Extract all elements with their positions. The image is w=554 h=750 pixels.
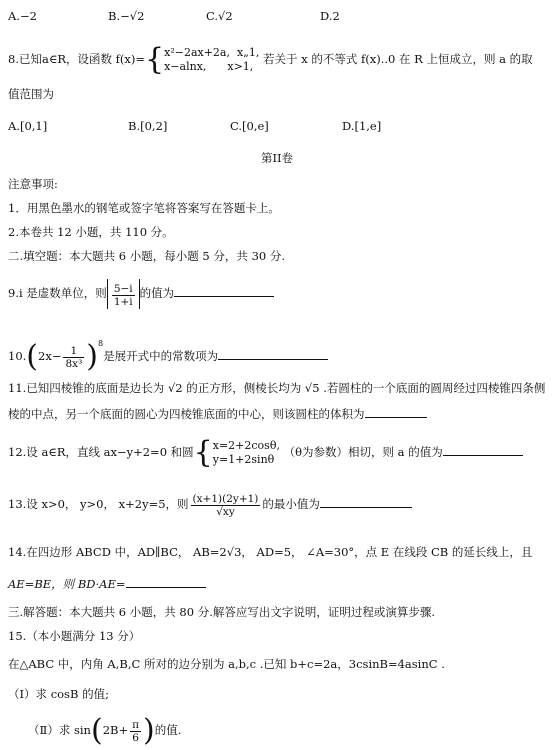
q12-row2: y=1+2sinθ — [212, 453, 275, 466]
q7-option-d: D.2 — [320, 9, 340, 23]
q12-suffix: （θ为参数）相切，则 a 的值为 — [283, 445, 443, 459]
q8-option-c: C.[0,e] — [230, 119, 269, 133]
q12-answer-blank[interactable] — [443, 444, 523, 456]
q10-right-paren: ) — [86, 339, 98, 374]
q8-text-before: 8.已知a∈R，设函数 f(x)= — [8, 52, 146, 66]
q15-fraction — [130, 719, 141, 744]
q7-option-b: B.−√2 — [108, 9, 145, 23]
q12-row1: x=2+2cosθ, — [212, 439, 280, 452]
q15-numerator: π — [132, 718, 139, 731]
notes-item-1: 1．用黑色墨水的钢笔或签字笔将答案写在答题卡上。 — [8, 201, 280, 215]
q15-part2 — [28, 714, 181, 746]
q15-part2-suffix: 的值. — [154, 723, 182, 737]
q14-answer-blank[interactable] — [126, 576, 206, 588]
q14-line2: AE=BE，则 BD·AE= — [8, 577, 126, 591]
q13-fraction — [191, 493, 261, 518]
q15-left-paren: ( — [90, 713, 103, 748]
q12-question — [8, 436, 523, 468]
q15-right-paren: ) — [143, 713, 155, 748]
q8-option-b: B.[0,2] — [128, 119, 168, 133]
q10-power: 8 — [98, 339, 104, 348]
q10-left-paren: ( — [26, 339, 39, 374]
q11-question — [8, 406, 427, 422]
q13-question — [8, 488, 412, 520]
q11-line2: 棱的中点，另一个底面的圆心为四棱锥底面的中心，则该圆柱的体积为 — [8, 407, 365, 421]
notes-heading: 注意事项: — [8, 177, 58, 191]
q8-text-line2: 值范围为 — [8, 87, 54, 101]
q15-part1: （Ⅰ）求 cosB 的值; — [8, 687, 109, 701]
q9-question — [8, 278, 274, 309]
fill-section-heading: 二.填空题：本大题共 6 小题，每小题 5 分，共 30 分. — [8, 249, 286, 263]
q8-piecewise — [164, 46, 259, 74]
q13-numerator: (x+1)(2y+1) — [192, 492, 259, 505]
q9-abs — [107, 279, 140, 309]
q8-text-after: 若关于 x 的不等式 f(x)..0 在 R 上恒成立，则 a 的取 — [263, 52, 533, 66]
q10-fraction — [63, 345, 84, 370]
q10-expr: 2x− — [38, 349, 62, 363]
q12-system — [213, 439, 280, 467]
q7-option-a: A.−2 — [8, 9, 37, 23]
q15-denominator: 6 — [132, 731, 139, 744]
q14-line1: 14.在四边形 ABCD 中，AD∥BC， AB=2√3， AD=5， ∠A=30°，点 E 在线段 CB 的延长线上，且 — [8, 545, 533, 559]
q7-option-c: C.√2 — [206, 9, 233, 23]
q15-stem: 在△ABC 中，内角 A,B,C 所对的边分别为 a,b,c .已知 b+c=2a，3csinB=4asinC . — [8, 657, 445, 671]
q13-suffix: 的最小值为 — [262, 497, 320, 511]
q10-question — [8, 326, 328, 374]
q11-answer-blank[interactable] — [365, 406, 427, 418]
answer-section-heading: 三.解答题：本大题共 6 小题，共 80 分.解答应写出文字说明，证明过程或演算步骤. — [8, 605, 436, 619]
q15-part2-prefix: （Ⅱ）求 sin — [28, 723, 91, 737]
q8-option-a: A.[0,1] — [8, 119, 48, 133]
q10-suffix: 是展开式中的常数项为 — [103, 349, 219, 363]
q8-piece1-cond: x„1, — [236, 46, 260, 59]
q14-question — [8, 576, 206, 592]
q8-piece2-cond: x>1, — [227, 60, 254, 73]
q8-question — [8, 42, 533, 77]
q9-fraction — [112, 283, 135, 308]
q8-option-d: D.[1,e] — [342, 119, 382, 133]
q9-suffix: 的值为 — [139, 286, 175, 300]
q13-answer-blank[interactable] — [320, 496, 412, 508]
q15-part2-expr: 2B+ — [102, 723, 129, 737]
q9-prefix: 9.i 是虚数单位，则 — [8, 286, 107, 300]
section-title: 第II卷 — [260, 151, 294, 165]
q10-denominator: 8x³ — [65, 357, 83, 370]
q9-denominator: 1+i — [113, 295, 133, 308]
q10-answer-blank[interactable] — [218, 348, 328, 360]
q8-piece2-expr: x−alnx, — [164, 60, 207, 73]
q11-line1: 11.已知四棱锥的底面是边长为 √2 的正方形，侧棱长均为 √5 .若圆柱的一个底面的圆周经过四棱锥四条侧 — [8, 381, 546, 395]
q15-header: 15.（本小题满分 13 分） — [8, 629, 141, 643]
q12-brace: { — [193, 435, 213, 470]
q12-prefix: 12.设 a∈R，直线 ax−y+2=0 和圆 — [8, 445, 194, 459]
notes-item-2: 2.本卷共 12 小题，共 110 分。 — [8, 225, 174, 239]
q10-prefix: 10. — [8, 349, 27, 363]
q8-brace: { — [145, 42, 165, 77]
q13-denominator: √xy — [216, 505, 235, 518]
q9-numerator: 5−i — [113, 282, 133, 295]
q13-prefix: 13.设 x>0， y>0， x+2y=5，则 — [8, 497, 189, 511]
q9-answer-blank[interactable] — [174, 285, 274, 297]
q10-numerator: 1 — [63, 345, 84, 358]
q8-piece1-expr: x²−2ax+2a, — [164, 46, 230, 59]
